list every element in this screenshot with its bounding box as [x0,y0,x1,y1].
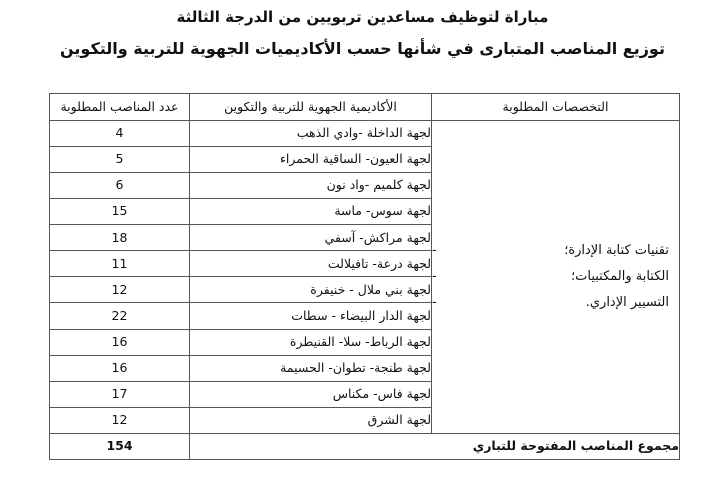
total-label: مجموع المناصب المفتوحة للتباري [190,433,680,459]
region-cell: لجهة الشرق [190,407,432,433]
table-header-row [50,94,680,121]
positions-count-cell: 22 [50,303,190,329]
specialty-item [432,264,669,290]
positions-count-cell: 12 [50,407,190,433]
region-cell: لجهة درعة- تافيلالت [190,251,432,277]
specialty-item [432,290,669,316]
positions-count-cell: 4 [50,121,190,147]
specialty-text: الكتابة والمكتبيات؛ [570,269,669,285]
region-cell: لجهة مراكش- آسفي [190,225,432,251]
specialties-list [432,238,679,316]
region-cell: لجهة الدار البيضاء - سطات [190,303,432,329]
specialty-text: التسيير الإداري. [585,295,669,311]
specialty-item [432,238,669,264]
positions-count-cell: 17 [50,381,190,407]
page-subtitle: توزيع المناصب المتبارى في شأنها حسب الأكاديميات الجهوية للتربية والتكوين [60,39,665,58]
positions-count-cell: 11 [50,251,190,277]
region-cell: لجهة كلميم -واد نون [190,173,432,199]
positions-count-cell: 5 [50,147,190,173]
region-cell: لجهة الرباط- سلا- القنيطرة [190,329,432,355]
header-specialties: التخصصات المطلوبة [432,94,680,121]
header-positions: عدد المناصب المطلوبة [50,94,190,121]
region-cell: لجهة الداخلة -وادي الذهب [190,121,432,147]
region-cell: لجهة سوس- ماسة [190,199,432,225]
bullet-dash: - [432,269,437,285]
total-value: 154 [50,433,190,459]
positions-count-cell: 15 [50,199,190,225]
positions-count-cell: 6 [50,173,190,199]
table-row [50,121,680,147]
positions-count-cell: 18 [50,225,190,251]
header-academy: الأكاديمية الجهوية للتربية والتكوين [190,94,432,121]
positions-count-cell: 16 [50,329,190,355]
positions-count-cell: 16 [50,355,190,381]
positions-count-cell: 12 [50,277,190,303]
specialties-cell [432,121,680,434]
specialty-text: تقنيات كتابة الإدارة؛ [564,243,669,259]
region-cell: لجهة بني ملال - خنيفرة [190,277,432,303]
bullet-dash: - [432,295,437,311]
region-cell: لجهة فاس- مكناس [190,381,432,407]
page-title: مباراة لتوظيف مساعدين تربويين من الدرجة الثالثة [176,8,549,26]
positions-table [49,93,680,460]
bullet-dash: - [432,243,437,259]
region-cell: لجهة طنجة- تطوان- الحسيمة [190,355,432,381]
region-cell: لجهة العيون- الساقية الحمراء [190,147,432,173]
total-row [50,433,680,459]
